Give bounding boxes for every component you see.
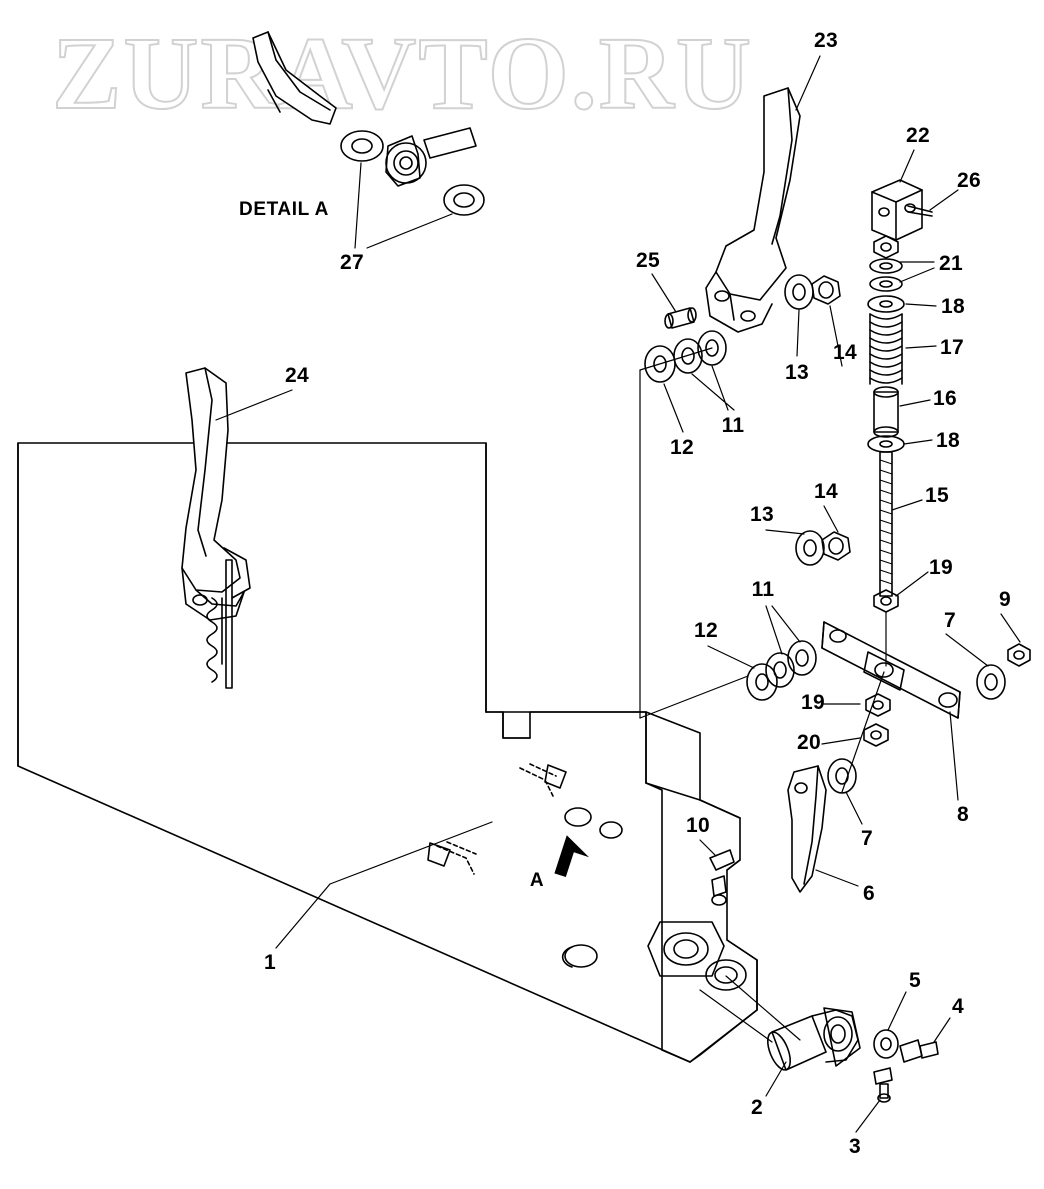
threaded-rod-15 <box>880 452 892 596</box>
shaft-2 <box>763 1008 860 1073</box>
washer-7-right <box>977 665 1005 699</box>
callout-7-left: 7 <box>861 827 873 850</box>
callout-25: 25 <box>636 249 660 272</box>
watermark-text: ZURAVTO.RU <box>52 16 753 131</box>
washer-18-top <box>868 296 904 312</box>
callout-1: 1 <box>264 951 276 974</box>
pawl-6 <box>788 766 826 892</box>
callout-16: 16 <box>933 387 957 410</box>
callout-13-top: 13 <box>785 361 809 384</box>
callout-5: 5 <box>909 969 921 992</box>
callout-2: 2 <box>751 1096 763 1119</box>
nut-20 <box>864 724 888 746</box>
callout-21: 21 <box>939 252 963 275</box>
callout-18-mid: 18 <box>936 429 960 452</box>
callout-9: 9 <box>999 588 1011 611</box>
frame-plate <box>18 443 757 1062</box>
callout-19-right: 19 <box>929 556 953 579</box>
callout-12-top: 12 <box>670 436 694 459</box>
washer-13-nut-14-mid <box>796 531 850 565</box>
callout-20: 20 <box>797 731 821 754</box>
callout-18-top: 18 <box>941 295 965 318</box>
callout-12-mid: 12 <box>694 619 718 642</box>
spring-17 <box>870 314 902 384</box>
callout-24: 24 <box>285 364 309 387</box>
detail-a-label: DETAIL A <box>239 199 329 220</box>
callout-15: 15 <box>925 484 949 507</box>
callout-17: 17 <box>940 336 964 359</box>
nut-9 <box>1008 644 1030 666</box>
pin-25 <box>665 308 696 328</box>
section-a-marker: A <box>529 870 545 891</box>
callout-14-top: 14 <box>833 341 857 364</box>
bolt-4 <box>900 1040 938 1062</box>
washer-13-nut-14-top <box>785 275 840 309</box>
callout-19-left: 19 <box>801 691 825 714</box>
callout-6: 6 <box>863 882 875 905</box>
grease-fitting-3 <box>874 1068 892 1102</box>
callout-10: 10 <box>686 814 710 837</box>
callout-4: 4 <box>952 995 964 1018</box>
detail-a-assembly <box>253 32 484 215</box>
detail-a-leader-lines <box>355 163 452 248</box>
callout-13-mid: 13 <box>750 503 774 526</box>
callout-27: 27 <box>340 251 364 274</box>
callout-26: 26 <box>957 169 981 192</box>
callout-7-right: 7 <box>944 609 956 632</box>
nut-21-stack <box>870 236 902 291</box>
callout-8: 8 <box>957 803 969 826</box>
sleeve-16 <box>874 387 898 437</box>
washer-5 <box>874 1030 898 1058</box>
washer-18-mid <box>868 436 904 452</box>
callout-23: 23 <box>814 29 838 52</box>
callout-11-top: 11 <box>721 414 745 437</box>
callout-14-mid: 14 <box>814 480 838 503</box>
callout-11-mid: 11 <box>751 578 775 601</box>
block-22 <box>872 180 922 240</box>
callout-22: 22 <box>906 124 930 147</box>
nut-19-upper <box>874 590 898 612</box>
callout-3: 3 <box>849 1135 861 1158</box>
